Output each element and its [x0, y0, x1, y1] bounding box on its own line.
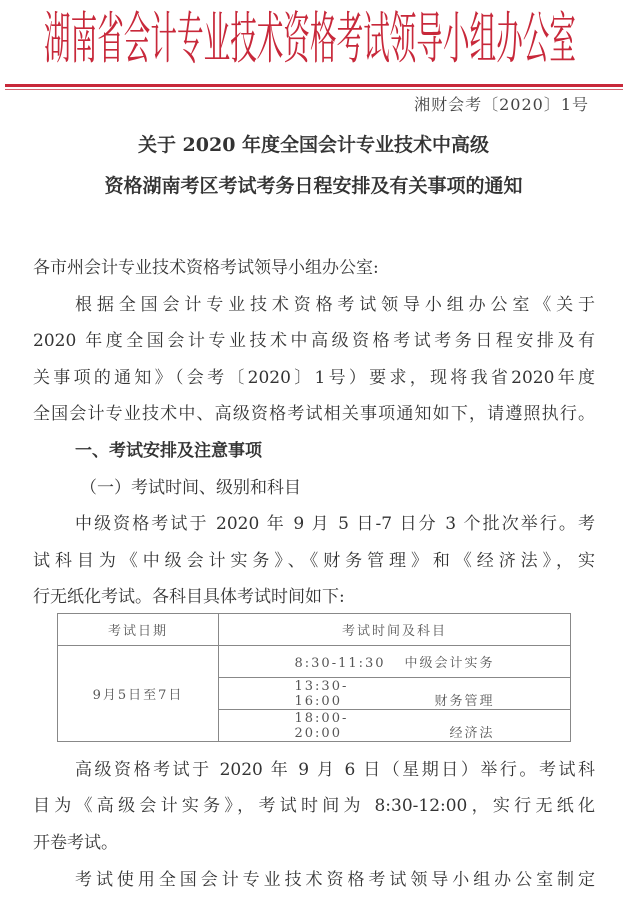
salutation: 各市州会计专业技术资格考试领导小组办公室:	[33, 258, 379, 278]
table-header-row	[58, 614, 571, 646]
header-time-subject: 考试时间及科目	[219, 614, 571, 646]
letterhead-text: 湖南省会计专业技术资格考试领导小组办公室	[44, 7, 576, 72]
header-date: 考试日期	[58, 614, 219, 646]
exam-schedule-table	[57, 613, 571, 742]
exam-subject: 财务管理	[434, 693, 495, 709]
time-subject-cell	[219, 710, 571, 742]
paragraph-line: 考试使用全国会计专业技术资格考试领导小组办公室制定	[75, 870, 595, 890]
red-divider	[5, 84, 623, 87]
exam-time: 13:30-16:00	[294, 678, 349, 709]
paragraph-line: 根据全国会计专业技术资格考试领导小组办公室《关于	[75, 295, 595, 315]
paragraph-line: 行无纸化考试。各科目具体考试时间如下:	[33, 587, 345, 607]
letterhead	[0, 2, 627, 82]
exam-subject: 中级会计实务	[404, 656, 495, 671]
subsection-heading: （一）考试时间、级别和科目	[80, 478, 301, 498]
exam-time: 8:30-11:30	[294, 656, 386, 671]
paragraph-line: 关事项的通知》（会考〔2020〕1号）要求，现将我省2020年度	[33, 368, 595, 388]
paragraph-line: 目为《高级会计实务》，考试时间为 8:30-12:00，实行无纸化	[33, 796, 595, 816]
paragraph-line: 开卷考试。	[33, 833, 118, 853]
title-line-1: 关于 2020 年度全国会计专业技术中高级	[137, 134, 490, 156]
time-subject-cell	[219, 678, 571, 710]
title-line-2: 资格湖南考区考试考务日程安排及有关事项的通知	[104, 175, 523, 197]
paragraph-line: 试科目为《中级会计实务》、《财务管理》和《经济法》，实	[33, 551, 595, 571]
section-heading: 一、考试安排及注意事项	[75, 441, 262, 461]
exam-time: 18:00-20:00	[294, 710, 349, 741]
exam-subject: 经济法	[449, 725, 495, 741]
paragraph-line: 全国会计专业技术中、高级资格考试相关事项通知如下，请遵照执行。	[33, 404, 595, 424]
table-row	[58, 646, 571, 678]
document-number: 湘财会考〔2020〕1号	[414, 95, 589, 114]
exam-date: 9月5日至7日	[58, 646, 219, 742]
time-subject-cell	[219, 646, 571, 678]
paragraph-line: 高级资格考试于 2020 年 9 月 6 日（星期日）举行。考试科	[75, 760, 595, 780]
paragraph-line: 2020 年度全国会计专业技术中高级资格考试考务日程安排及有	[33, 331, 595, 351]
red-divider-thin	[5, 89, 623, 90]
paragraph-line: 中级资格考试于 2020 年 9 月 5 日-7 日分 3 个批次举行。考	[75, 514, 595, 534]
